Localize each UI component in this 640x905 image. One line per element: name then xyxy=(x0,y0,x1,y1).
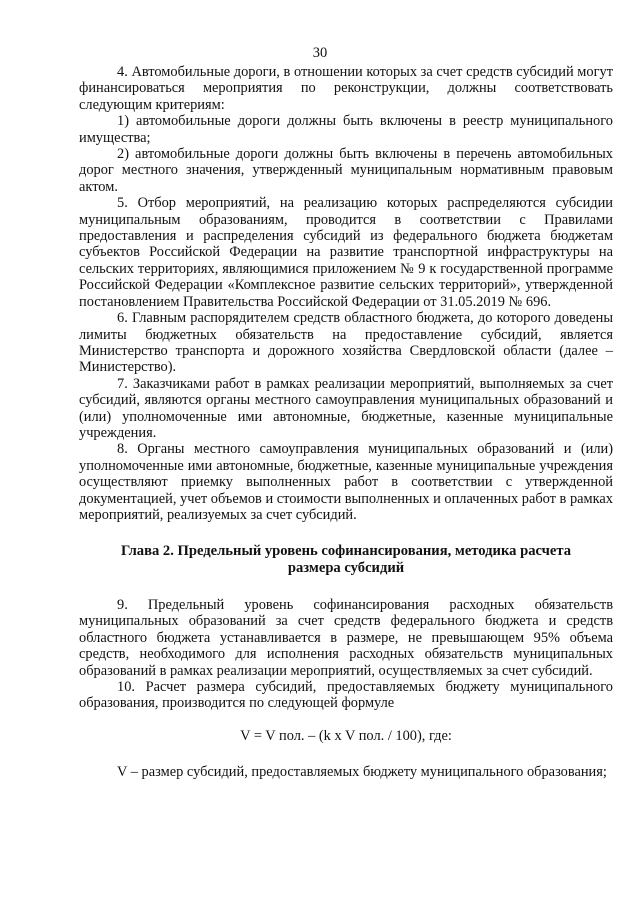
formula: V = V пол. – (k x V пол. / 100), где: xyxy=(240,727,452,744)
paragraph-8: 8. Органы местного самоуправления муниципальных образований и (или) уполномоченные ими автономные, бюджетные, казенные муниципальные учреждения осуществляют приемку выполненных работ в соответствии с утвержденной документацией, учет объемов и стоимости выполненных и оплаченных работ в рамках мероприятий, реализуемых за счет субсидий. xyxy=(79,441,613,523)
paragraph-6: 6. Главным распорядителем средств областного бюджета, до которого доведены лимиты бюджетных обязательств на предоставление субсидий, является Министерство транспорта и дорожного хозяйства Свердловской области (далее – Министерство). xyxy=(79,310,613,376)
paragraph-4-2: 2) автомобильные дороги должны быть включены в перечень автомобильных дорог местного значения, утвержденный муниципальным нормативным правовым актом. xyxy=(79,146,613,195)
document-body xyxy=(79,64,613,781)
paragraph-7: 7. Заказчиками работ в рамках реализации мероприятий, выполняемых за счет субсидий, являются органы местного самоуправления муниципальных образований и (или) уполномоченные ими автономные, бюджетные, казенные муниципальные учреждения. xyxy=(79,375,613,441)
paragraph-10: 10. Расчет размера субсидий, предоставляемых бюджету муниципального образования, производится по следующей формуле xyxy=(79,679,613,712)
paragraph-5: 5. Отбор мероприятий, на реализацию которых распределяются субсидии муниципальным образованиям, проводится в соответствии с Правилами предоставления и распределения субсидий из федерального бюджета бюджетам субъектов Российской Федерации на развитие транспортной инфраструктуры на сельских территориях, являющимися приложением № 9 к государственной программе Российской Федерации «Комплексное развитие сельских территорий», утвержденной постановлением Правительства Российской Федерации от 31.05.2019 № 696. xyxy=(79,195,613,310)
definition-v: V – размер субсидий, предоставляемых бюджету муниципального образования; xyxy=(117,764,607,781)
chapter-heading: Глава 2. Предельный уровень софинансирования, методика расчета размера субсидий xyxy=(120,543,572,577)
paragraph-4: 4. Автомобильные дороги, в отношении которых за счет средств субсидий могут финансироваться мероприятия по реконструкции, должны соответствовать следующим критериям: xyxy=(79,64,613,113)
page-number: 30 xyxy=(312,45,328,61)
paragraph-4-1: 1) автомобильные дороги должны быть включены в реестр муниципального имущества; xyxy=(79,113,613,146)
paragraph-9: 9. Предельный уровень софинансирования расходных обязательств муниципальных образований за счет средств федерального бюджета и средств областного бюджета устанавливается в размере, не превышающем 95% объема средств, необходимого для исполнения расходных обязательств муниципальных образований в рамках реализации мероприятий, осуществляемых за счет субсидий. xyxy=(79,596,613,679)
